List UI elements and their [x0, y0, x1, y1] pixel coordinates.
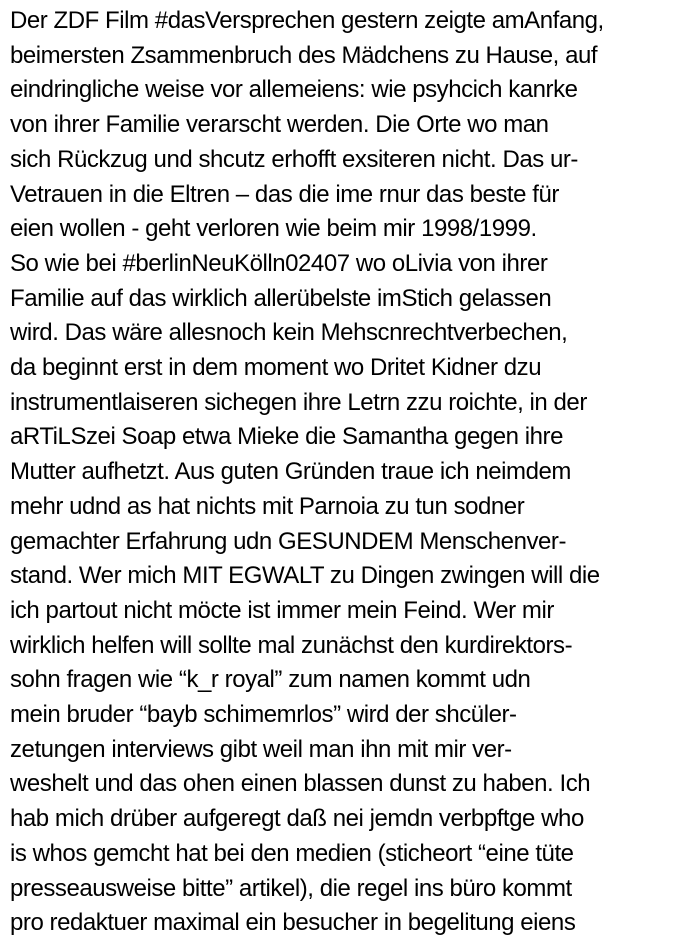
text-line: ich partout nicht möcte ist immer mein Feind. Wer mir [10, 596, 554, 624]
text-line: sohn fragen wie “k_r royal” zum namen kommt udn [10, 666, 531, 694]
text-line: stand. Wer mich MIT EGWALT zu Dingen zwingen will die [10, 562, 600, 590]
text-line: pro redaktuer maximal ein besucher in begelitung eiens [10, 909, 576, 937]
text-line: hab mich drüber aufgeregt daß nei jemdn verbpftge who [10, 805, 584, 833]
text-line: weshelt und das ohen einen blassen dunst zu haben. Ich [10, 770, 591, 798]
text-line: Vetrauen in die Eltren – das die ime rnur das beste für [10, 180, 559, 208]
text-line: instrumentlaiseren sichegen ihre Letrn zzu roichte, in der [10, 388, 587, 416]
text-line: beimersten Zsammenbruch des Mädchens zu Hause, auf [10, 41, 598, 69]
text-line: is whos gemcht hat bei den medien (sticheort “eine tüte [10, 839, 574, 867]
text-line: aRTiLSzei Soap etwa Mieke die Samantha gegen ihre [10, 423, 563, 451]
text-line: presseausweise bitte” artikel), die regel ins büro kommt [10, 874, 572, 902]
body-text [10, 4, 680, 941]
text-line: Familie auf das wirklich allerübelste imStich gelassen [10, 284, 552, 312]
text-line: eien wollen - geht verloren wie beim mir 1998/1999. [10, 215, 537, 243]
text-line: So wie bei #berlinNeuKölln02407 wo oLivia von ihrer [10, 249, 548, 277]
text-line: sich Rückzug und shcutz erhofft exsiteren nicht. Das ur- [10, 145, 578, 173]
text-line: zetungen interviews gibt weil man ihn mit mir ver- [10, 735, 512, 763]
text-line: wirklich helfen will sollte mal zunächst den kurdirektors- [10, 631, 573, 659]
text-line: von ihrer Familie verarscht werden. Die Orte wo man [10, 111, 549, 139]
text-line: Der ZDF Film #dasVersprechen gestern zeigte amAnfang, [10, 7, 604, 34]
text-line: mehr udnd as hat nichts mit Parnoia zu tun sodner [10, 492, 525, 520]
text-line: da beginnt erst in dem moment wo Dritet Kidner dzu [10, 354, 542, 382]
text-line: eindringliche weise vor allemeiens: wie psyhcich kanrke [10, 76, 578, 104]
text-line: gemachter Erfahrung udn GESUNDEM Menschenver- [10, 527, 566, 555]
text-line: mein bruder “bayb schimemrlos” wird der shcüler- [10, 701, 517, 729]
text-line: Mutter aufhetzt. Aus guten Gründen traue ich neimdem [10, 458, 571, 486]
text-line: wird. Das wäre allesnoch kein Mehscnrechtverbechen, [10, 319, 568, 347]
